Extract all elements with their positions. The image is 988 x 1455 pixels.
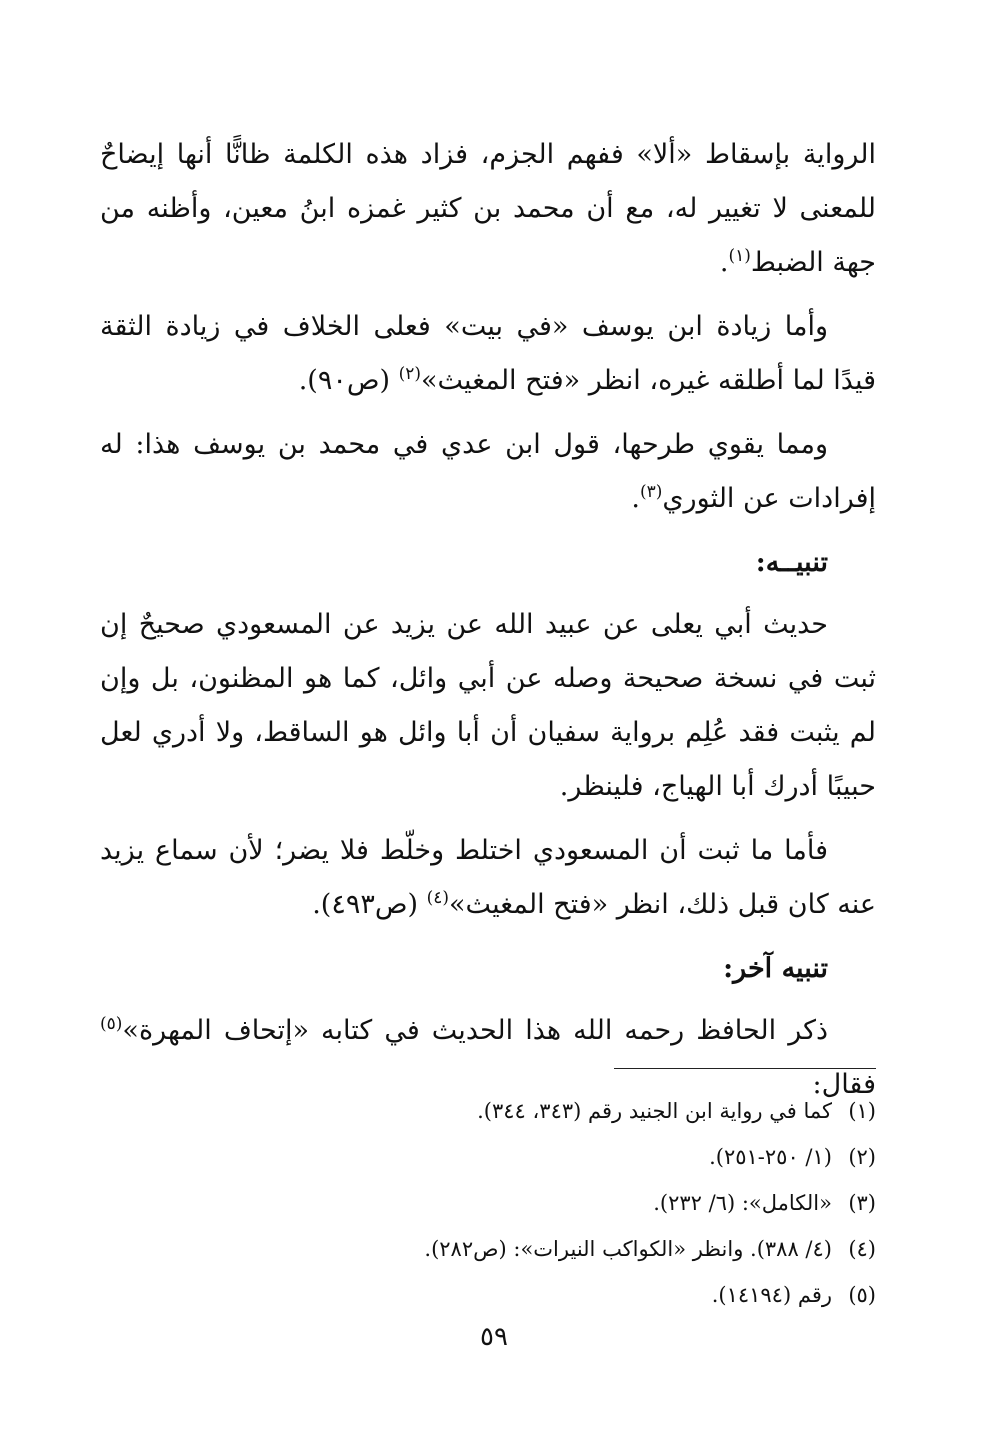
heading-notice: تنبيــه: <box>755 547 828 578</box>
paragraph-2: وأما زيادة ابن يوسف «في بيت» فعلى الخلاف في زيادة الثقة قيدًا لما أطلقه غيره، انظر «فتح المغيث»$^{(٢)}$ (ص٩٠). <box>100 311 876 396</box>
paragraph-1: الرواية بإسقاط «ألا» ففهم الجزم، فزاد هذه الكلمة ظانًّا أنها إيضاحٌ للمعنى لا تغيير له، مع أن محمد بن كثير غمزه ابنُ معين، وأظنه من جهة الضبط$^{(١)}$. <box>100 139 876 278</box>
footnote-ref-2[interactable]: (٢) <box>398 364 422 384</box>
footnote-ref-5[interactable]: (٥) <box>100 1014 123 1034</box>
footnote-ref-3[interactable]: (٣) <box>640 482 663 502</box>
footnote-5: (٥)رقم (١٤١٩٤). <box>711 1283 876 1307</box>
footnote-3: (٣)«الكامل»: (٦/ ٢٣٢). <box>653 1191 876 1215</box>
footnote-2: (٢)(١/ ٢٥٠-٢٥١). <box>709 1145 876 1169</box>
paragraph-3: ومما يقوي طرحها، قول ابن عدي في محمد بن يوسف هذا: له إفرادات عن الثوري$^{(٣)}$. <box>100 429 876 514</box>
footnote-ref-4[interactable]: (٤) <box>426 888 450 908</box>
paragraph-6: ذكر الحافظ رحمه الله هذا الحديث في كتابه «إتحاف المهرة»$^{(٥)}$ فقال: <box>100 1014 876 1100</box>
page-number: ٥٩ <box>480 1322 508 1352</box>
heading-another-notice: تنبيه آخر: <box>723 953 828 984</box>
footnote-ref-1[interactable]: (١) <box>728 246 751 266</box>
paragraph-4: حديث أبي يعلى عن عبيد الله عن يزيد عن المسعودي صحيحٌ إن ثبت في نسخة صحيحة وصله عن أبي وائل، كما هو المظنون، بل وإن لم يثبت فقد عُلِم برواية سفيان أن أبا وائل هو الساقط، ولا أدري لعل حبيبًا أدرك أبا الهياج، فلينظر. <box>100 609 876 802</box>
footnotes <box>100 1088 876 1318</box>
footnote-4: (٤)(٤/ ٣٨٨). وانظر «الكواكب النيرات»: (ص٢٨٢). <box>424 1237 876 1261</box>
main-text <box>100 128 876 1122</box>
paragraph-5: فأما ما ثبت أن المسعودي اختلط وخلّط فلا يضر؛ لأن سماع يزيد عنه كان قبل ذلك، انظر «فتح المغيث»$^{(٤)}$ (ص٤٩٣). <box>100 835 876 920</box>
footnote-separator <box>614 1068 876 1069</box>
footnote-1: (١)كما في رواية ابن الجنيد رقم (٣٤٣، ٣٤٤). <box>477 1099 876 1123</box>
